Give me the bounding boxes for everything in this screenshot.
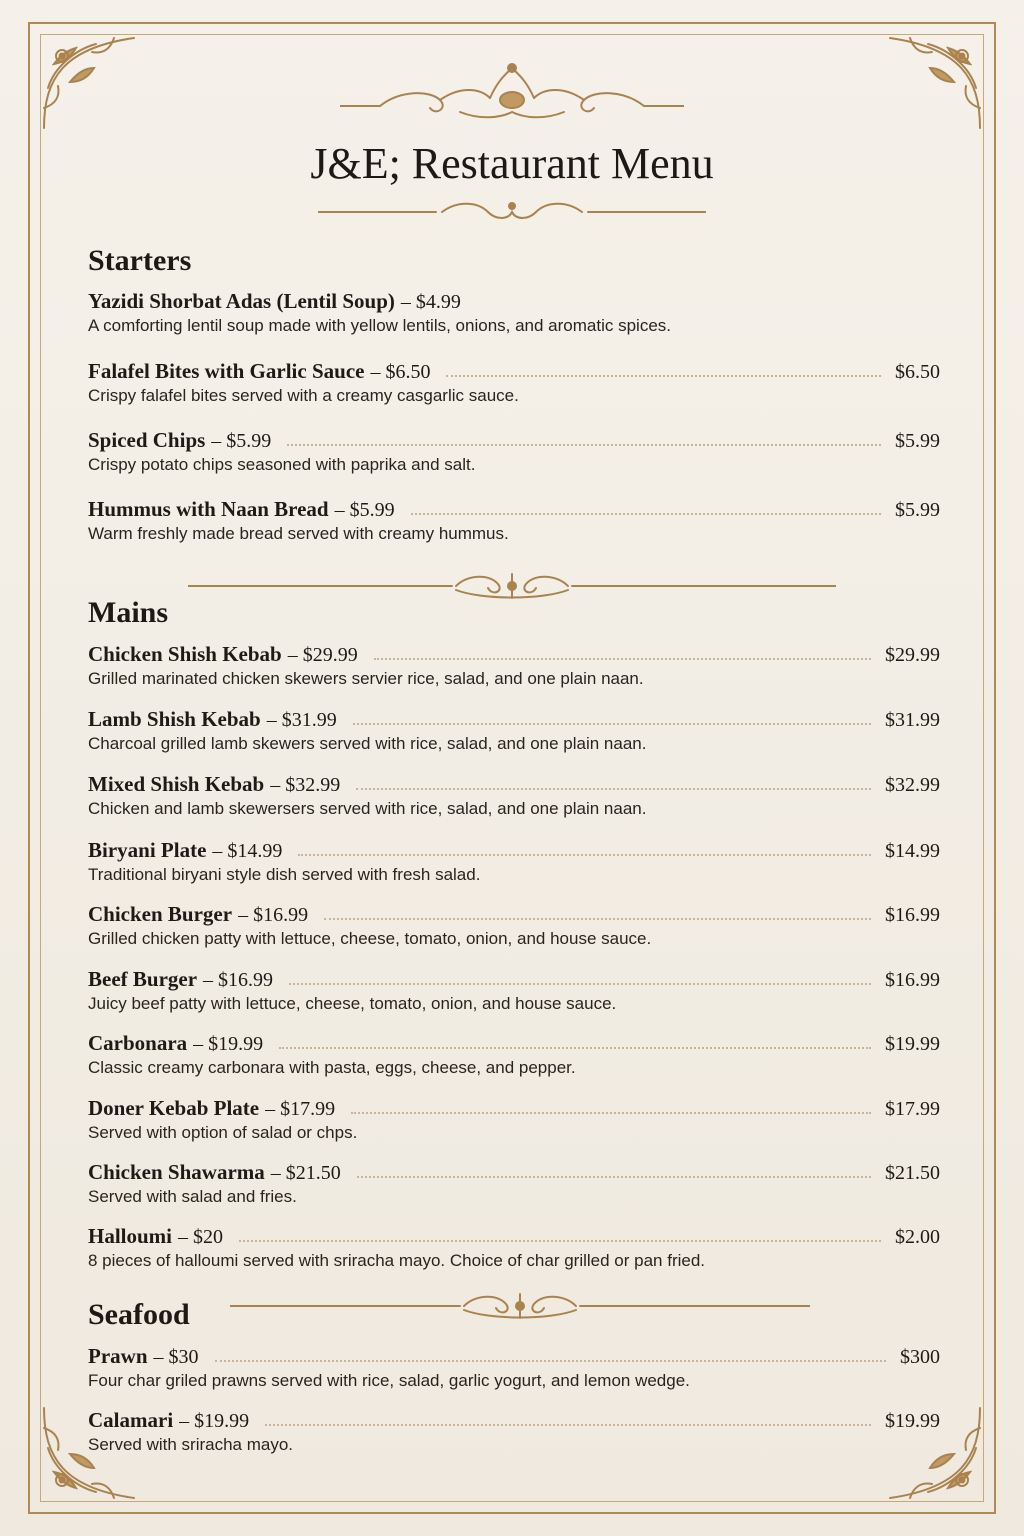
menu-item-price: $14.99 (885, 840, 940, 862)
menu-item (88, 358, 940, 406)
menu-item-description: Crispy potato chips seasoned with paprika and salt. (88, 455, 476, 474)
menu-item-price: $21.50 (885, 1162, 940, 1184)
dotted-leader (215, 1360, 887, 1362)
menu-item-name: Falafel Bites with Garlic Sauce (88, 359, 365, 383)
dotted-leader (374, 658, 871, 660)
menu-item-description: Grilled chicken patty with lettuce, cheese, tomato, onion, and house sauce. (88, 929, 652, 948)
menu-item-description: Chicken and lamb skewersers served with rice, salad, and one plain naan. (88, 799, 647, 818)
menu-item-line (88, 966, 940, 992)
menu-item-line (88, 427, 940, 453)
menu-item-name: Doner Kebab Plate (88, 1096, 260, 1120)
menu-item-name: Beef Burger (88, 967, 198, 991)
menu-item (88, 1343, 940, 1391)
menu-item-line (88, 496, 940, 522)
menu-item (88, 641, 940, 689)
menu-item-line (88, 358, 940, 384)
menu-item (88, 1159, 940, 1207)
menu-item (88, 288, 940, 336)
section-divider-icon (188, 570, 836, 602)
menu-item-line (88, 706, 940, 732)
menu-item-line (88, 641, 940, 667)
menu-item-price: $16.99 (885, 904, 940, 926)
menu-item-line (88, 1159, 940, 1185)
dotted-leader (298, 854, 871, 856)
menu-item-name: Halloumi (88, 1224, 173, 1248)
menu-item-line (88, 771, 940, 797)
menu-item (88, 966, 940, 1014)
dotted-leader (353, 723, 871, 725)
menu-item-description: Served with sriracha mayo. (88, 1435, 294, 1454)
menu-item-price: $16.99 (885, 969, 940, 991)
menu-item (88, 771, 940, 819)
menu-item-line (88, 1223, 940, 1249)
dotted-leader (287, 444, 881, 446)
menu-item-inline-price: – $29.99 (287, 644, 358, 666)
menu-item (88, 1030, 940, 1078)
menu-item (88, 1407, 940, 1455)
menu-item-name: Calamari (88, 1408, 174, 1432)
menu-item-line (88, 1095, 940, 1121)
menu-item-inline-price: – $19.99 (179, 1410, 250, 1432)
menu-item (88, 901, 940, 949)
menu-item-inline-price: – $31.99 (266, 709, 337, 731)
menu-item (88, 1095, 940, 1143)
menu-item-inline-price: – $4.99 (400, 291, 461, 313)
menu-item-description: Charcoal grilled lamb skewers served with rice, salad, and one plain naan. (88, 734, 647, 753)
menu-item (88, 837, 940, 885)
section-title: Seafood (88, 1298, 190, 1331)
dotted-leader (265, 1424, 871, 1426)
menu-item-inline-price: – $20 (178, 1226, 224, 1248)
section-title: Mains (88, 596, 169, 629)
menu-item-line (88, 1407, 940, 1433)
menu-item-description: Traditional biryani style dish served with fresh salad. (88, 865, 481, 884)
menu-item-inline-price: – $5.99 (334, 499, 395, 521)
menu-item-price: $5.99 (895, 499, 940, 521)
menu-item-line (88, 288, 940, 314)
title-divider-icon (318, 198, 706, 226)
menu-item-inline-price: – $19.99 (193, 1033, 264, 1055)
menu-item-name: Lamb Shish Kebab (88, 707, 261, 731)
menu-item-description: Served with option of salad or chps. (88, 1123, 358, 1142)
menu-item-price: $31.99 (885, 709, 940, 731)
menu-item-price: $17.99 (885, 1098, 940, 1120)
corner-flourish-icon (880, 28, 990, 138)
menu-item-price: $6.50 (895, 361, 940, 383)
menu-item-name: Biryani Plate (88, 838, 207, 862)
menu-item-line (88, 1030, 940, 1056)
menu-item-name: Chicken Shawarma (88, 1160, 265, 1184)
menu-item-price: $2.00 (895, 1226, 940, 1248)
menu-item (88, 1223, 940, 1271)
corner-flourish-icon (34, 28, 144, 138)
menu-item-line (88, 1343, 940, 1369)
section-divider-icon (230, 1290, 810, 1322)
menu-item-price: $29.99 (885, 644, 940, 666)
menu-item-price: $300 (900, 1346, 940, 1368)
menu-item-description: A comforting lentil soup made with yellow lentils, onions, and aromatic spices. (88, 316, 672, 335)
menu-item-description: Served with salad and fries. (88, 1187, 297, 1206)
menu-item (88, 427, 940, 475)
menu-item (88, 706, 940, 754)
section-title: Starters (88, 244, 192, 277)
page-title: J&E; Restaurant Menu (310, 139, 714, 188)
dotted-leader (351, 1112, 871, 1114)
dotted-leader (356, 788, 871, 790)
dotted-leader (324, 918, 871, 920)
menu-item-inline-price: – $5.99 (211, 430, 272, 452)
menu-item-name: Mixed Shish Kebab (88, 772, 265, 796)
menu-item-inline-price: – $17.99 (265, 1098, 336, 1120)
menu-item-inline-price: – $6.50 (370, 361, 431, 383)
menu-item-name: Chicken Burger (88, 902, 233, 926)
menu-item (88, 496, 940, 544)
dotted-leader (357, 1176, 871, 1178)
menu-item-description: 8 pieces of halloumi served with sriracha mayo. Choice of char grilled or pan fried. (88, 1251, 706, 1270)
menu-item-description: Classic creamy carbonara with pasta, eggs, cheese, and pepper. (88, 1058, 576, 1077)
menu-item-name: Carbonara (88, 1031, 188, 1055)
dotted-leader (289, 983, 871, 985)
menu-item-name: Chicken Shish Kebab (88, 642, 282, 666)
menu-item-inline-price: – $32.99 (270, 774, 341, 796)
menu-item-name: Yazidi Shorbat Adas (Lentil Soup) (88, 289, 395, 313)
menu-item-name: Spiced Chips (88, 428, 206, 452)
menu-item-name: Hummus with Naan Bread (88, 497, 329, 521)
menu-item-inline-price: – $16.99 (203, 969, 274, 991)
menu-item-price: $19.99 (885, 1033, 940, 1055)
dotted-leader (446, 375, 881, 377)
menu-item-description: Warm freshly made bread served with creamy hummus. (88, 524, 509, 543)
dotted-leader (239, 1240, 881, 1242)
menu-item-inline-price: – $14.99 (212, 840, 283, 862)
menu-item-inline-price: – $30 (153, 1346, 199, 1368)
dotted-leader (279, 1047, 871, 1049)
menu-item-description: Four char griled prawns served with rice, salad, garlic yogurt, and lemon wedge. (88, 1371, 690, 1390)
menu-item-description: Grilled marinated chicken skewers servier rice, salad, and one plain naan. (88, 669, 644, 688)
menu-item-price: $19.99 (885, 1410, 940, 1432)
menu-item-name: Prawn (88, 1344, 148, 1368)
menu-item-line (88, 837, 940, 863)
menu-item-line (88, 901, 940, 927)
menu-item-description: Juicy beef patty with lettuce, cheese, tomato, onion, and house sauce. (88, 994, 617, 1013)
menu-item-price: $32.99 (885, 774, 940, 796)
menu-item-inline-price: – $16.99 (238, 904, 309, 926)
header-ornament-icon (340, 60, 684, 124)
dotted-leader (411, 513, 881, 515)
menu-item-description: Crispy falafel bites served with a creamy casgarlic sauce. (88, 386, 519, 405)
menu-item-price: $5.99 (895, 430, 940, 452)
menu-item-inline-price: – $21.50 (270, 1162, 341, 1184)
